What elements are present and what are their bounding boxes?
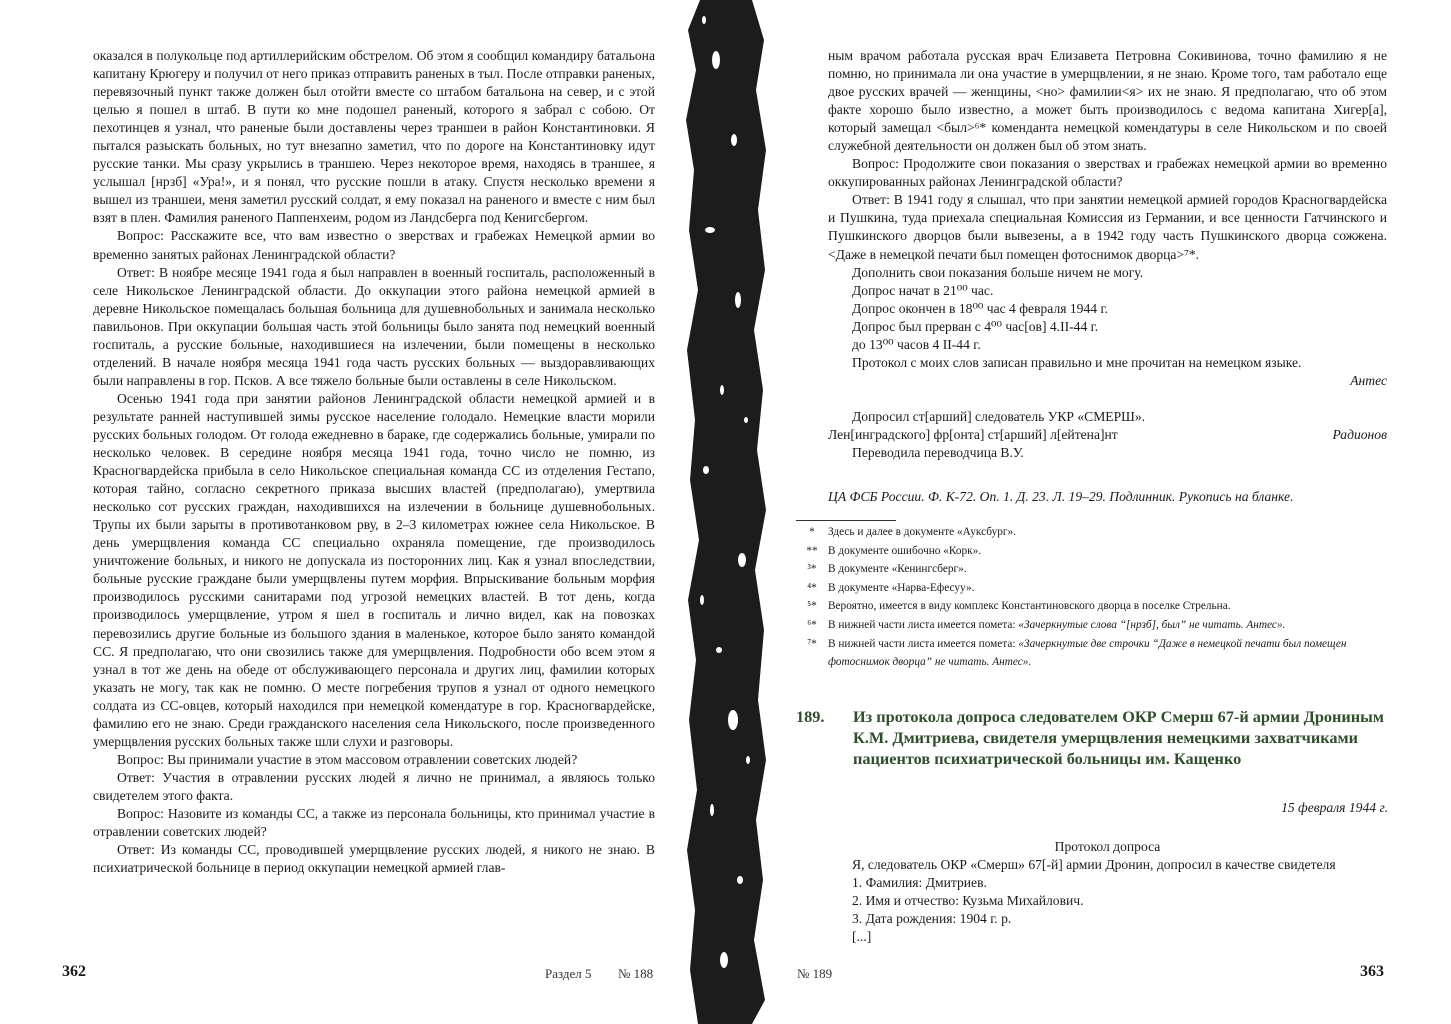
paragraph: Вопрос: Назовите из команды СС, а также из персонала больницы, кто принимал участие в отравлении советских людей? (93, 805, 655, 840)
footnotes (796, 520, 1388, 672)
document-date: 15 февраля 1944 г. (1281, 800, 1388, 815)
document-heading (796, 706, 1396, 769)
left-body-text (93, 47, 655, 877)
paragraph: Ответ: В 1941 году я слышал, что при занятии немецкой армией городов Красногвардейска и Пушкина, туда приехала специальная Комиссия из Германии, и все ценности Гатчинского и Пушкинского дворцов были вывезены, а в 1942 году часть Пушкинского дворца сожжена. <Даже в немецкой печати был помещен фотоснимок дворца>⁷*. (828, 192, 1387, 262)
footnote: ⁴* В документе «Нарва-Ефесуу». (807, 581, 975, 594)
footnote: ⁵* Вероятно, имеется в виду комплекс Константиновского дворца в поселке Стрельна. (807, 600, 1231, 613)
archival-source: ЦА ФСБ России. Ф. К-72. Оп. 1. Д. 23. Л. 19–29. Подлинник. Рукопись на бланке. (828, 489, 1294, 505)
paragraph: ным врачом работала русская врач Елизавета Петровна Сокивинова, точно фамилию я не помню, но принимала ли она участие в умерщвлении, я не знаю. Кроме того, там работало еще двое русских врачей — женщины, <но> фамилии<я> их не знаю. Я предполагаю, что об этом факте хорошо было известно, а может быть производилось с ведома капитана Хигер[а], который замещал <был>⁶* коменданта немецкой комендатуры в селе Никольском и по своей служебной деятельности он должен был об этом знать. (828, 48, 1387, 154)
signature-antes: Антес (1350, 372, 1387, 388)
protocol-item: 2. Имя и отчество: Кузьма Михайлович. (852, 893, 1084, 909)
paragraph: Допрос окончен в 18⁰⁰ час 4 февраля 1944 г. (852, 300, 1108, 316)
paragraph: оказался в полукольце под артиллерийским обстрелом. Об этом я сообщил командиру батальона капитану Крюгеру и получил от него приказ отправить раненых в тыл. После отправки раненых, перевязочный пункт также должен был отойти вместе со штабом батальона на север, и с этой целью я пошел в штаб. В пути ко мне подошел раненый, которого я забрал с собою. От пехотинцев я узнал, что раненые были доставлены через траншеи в район Константиновки. Я пытался разыскать больных, но тут внезапно заметил, что по дороге на Константиновку идут русские танки. Мы сразу укрылись в траншею. Через некоторое время, находясь в траншее, я услышал [нрзб] «Ура!», и я понял, что русские пошли в атаку. Спустя несколько времени я вышел из траншеи, меня заметил русский солдат, я ему показал на раненого и вместе с ним был взят в плен. Фамилия раненого Паппенхеим, родом из Ландсберга под Кенигсбергом. (93, 48, 655, 226)
document-number: 189. (796, 707, 825, 726)
protocol-intro: Я, следователь ОКР «Смерш» 67[-й] армии Дронин, допросил в качестве свидетеля (852, 857, 1336, 873)
paragraph: Вопрос: Вы принимали участие в этом массовом отравлении советских людей? (117, 751, 578, 767)
interrogator-line: Допросил ст[арший] следователь УКР «СМЕРШ». (852, 408, 1146, 424)
right-body-text (828, 47, 1387, 506)
paragraph: Ответ: Из команды СС, проводившей умерщвление русских людей, я никого не знаю. В психиатрической больнице в период оккупации немецкой армией глав- (93, 842, 655, 876)
rank-text: Лен[инградского] фр[онта] ст[арший] л[ейтена]нт (828, 426, 1118, 442)
page-number-left: 362 (62, 963, 86, 980)
footnote: ³* В документе «Кенингсберг». (807, 563, 967, 576)
protocol-item: 3. Дата рождения: 1904 г. р. (852, 911, 1012, 927)
footnote: ⁷* В нижней части листа имеется помета: «Зачеркнутые две строчки “Даже в немецкой печати был помещен фотоснимок дворца” не читать. Антес». (807, 637, 1347, 669)
paragraph: Дополнить свои показания больше ничем не могу. (852, 264, 1144, 280)
left-page (0, 0, 686, 1024)
paragraph: Протокол с моих слов записан правильно и мне прочитан на немецком языке. (852, 354, 1302, 370)
running-head-doc-number: № 188 (618, 966, 654, 981)
running-head-doc-number: № 189 (797, 966, 833, 981)
signature-radionov: Радионов (1332, 426, 1387, 442)
paragraph: Ответ: Участия в отравлении русских людей я лично не принимал, а являюсь только свидетелем этого факта. (93, 769, 655, 803)
paragraph: до 13⁰⁰ часов 4 II-44 г. (852, 336, 981, 352)
paragraph: Вопрос: Расскажите все, что вам известно о зверствах и грабежах Немецкой армии во временно занятых районах Ленинградской области? (93, 228, 655, 262)
footnote: ⁶* В нижней части листа имеется помета: «Зачеркнутые слова “[нрзб], был” не читать. Антес». (807, 618, 1286, 631)
protocol-item: [...] (852, 929, 872, 945)
page-number-right: 363 (1360, 963, 1384, 980)
footnote-rule (796, 520, 896, 521)
footnote: * Здесь и далее в документе «Ауксбург». (809, 526, 1016, 538)
rank-line (828, 426, 1387, 444)
paragraph: Вопрос: Продолжите свои показания о зверствах и грабежах немецкой армии во временно оккупированных районах Ленинградской области? (828, 156, 1387, 190)
right-page (766, 0, 1451, 1024)
paragraph: Допрос был прерван с 4⁰⁰ час[ов] 4.II-44 г. (852, 318, 1099, 334)
protocol-section (828, 838, 1387, 947)
protocol-heading: Протокол допроса (1054, 839, 1161, 854)
footnote: ** В документе ошибочно «Корк». (806, 544, 982, 557)
protocol-item: 1. Фамилия: Дмитриев. (852, 875, 987, 891)
paragraph: Осенью 1941 года при занятии районов Ленинградской области немецкой армией и в результате ранней наступившей зимы русское население голодало. Немецкие власти морили русских больных голодом. От голода ежедневно в бараке, где содержались больные, умирали по несколько человек. В середине ноября месяца 1941 года, точно число не помню, из Красногвардейска прибыла в село Никольское специальная команда СС из отделения Гестапо, которая тайно, согласно секретного приказа высших властей (предполагаю), умертвила несколько сот русских граждан, находившихся на излечении в больнице душевнобольных. Трупы их были зарыты в противотанковом рву, в 2–3 километрах южнее села Никольское. В день умерщвления команда СС специально охраняла помещение, где производилось уничтожение больных, и никого не допускала из посторонних лиц. Как я узнал впоследствии, больные русские граждане были умерщвлены путем морфия. Впрыскивание больным морфия производилось русскими санитарами под угрозой немецких властей. В тот день, когда производилось умерщвление, утром я шел в госпиталь и лично видел, как на повозках перевозились другие больные из большого здания в маленькое, которое было занято командой СС. Я предполагаю, что они свозились также для умерщвления. Подробности обо всем этом я узнал в тот же день на обеде от обслуживающего персонала и других лиц, фамилии которых указать не могу, так как не помню. О месте погребения трупов я узнал от одного немецкого солдата из СС-овцев, который находился при немецкой комендатуре в гор. Красногвардейске, фамилию его не знаю. Среди гражданского населения села Никольского, после произведенного умерщвления русских больных также шли слухи и разговоры. (93, 390, 655, 749)
translator-line: Переводила переводчица В.У. (852, 444, 1024, 460)
gutter-ink-texture (686, 0, 766, 1024)
document-title: Из протокола допроса следователем ОКР Смерш 67-й армии Дрониным К.М. Дмитриева, свидетеля умерщвления немецкими захватчиками пациентов психиатрической больницы им. Кащенко (853, 707, 1384, 768)
paragraph: Допрос начат в 21⁰⁰ час. (852, 282, 994, 298)
paragraph: Ответ: В ноябре месяце 1941 года я был направлен в военный госпиталь, расположенный в селе Никольское Ленинградской области. До оккупации этого района немецкой армией в деревне Никольское помещалась большая больница для душевнобольных и занимала несколько павильонов. При оккупации большая часть этой больницы было занята под немецкий военный госпиталь, а русские больные, находившиеся на излечении, были помещены в несколько отделений. В начале ноября месяца 1941 года часть русских больных — выздоравливающих были направлены в гор. Псков. А все тяжело больные были оставлены в селе Никольском. (93, 264, 655, 388)
running-head-section: Раздел 5 (545, 966, 592, 981)
